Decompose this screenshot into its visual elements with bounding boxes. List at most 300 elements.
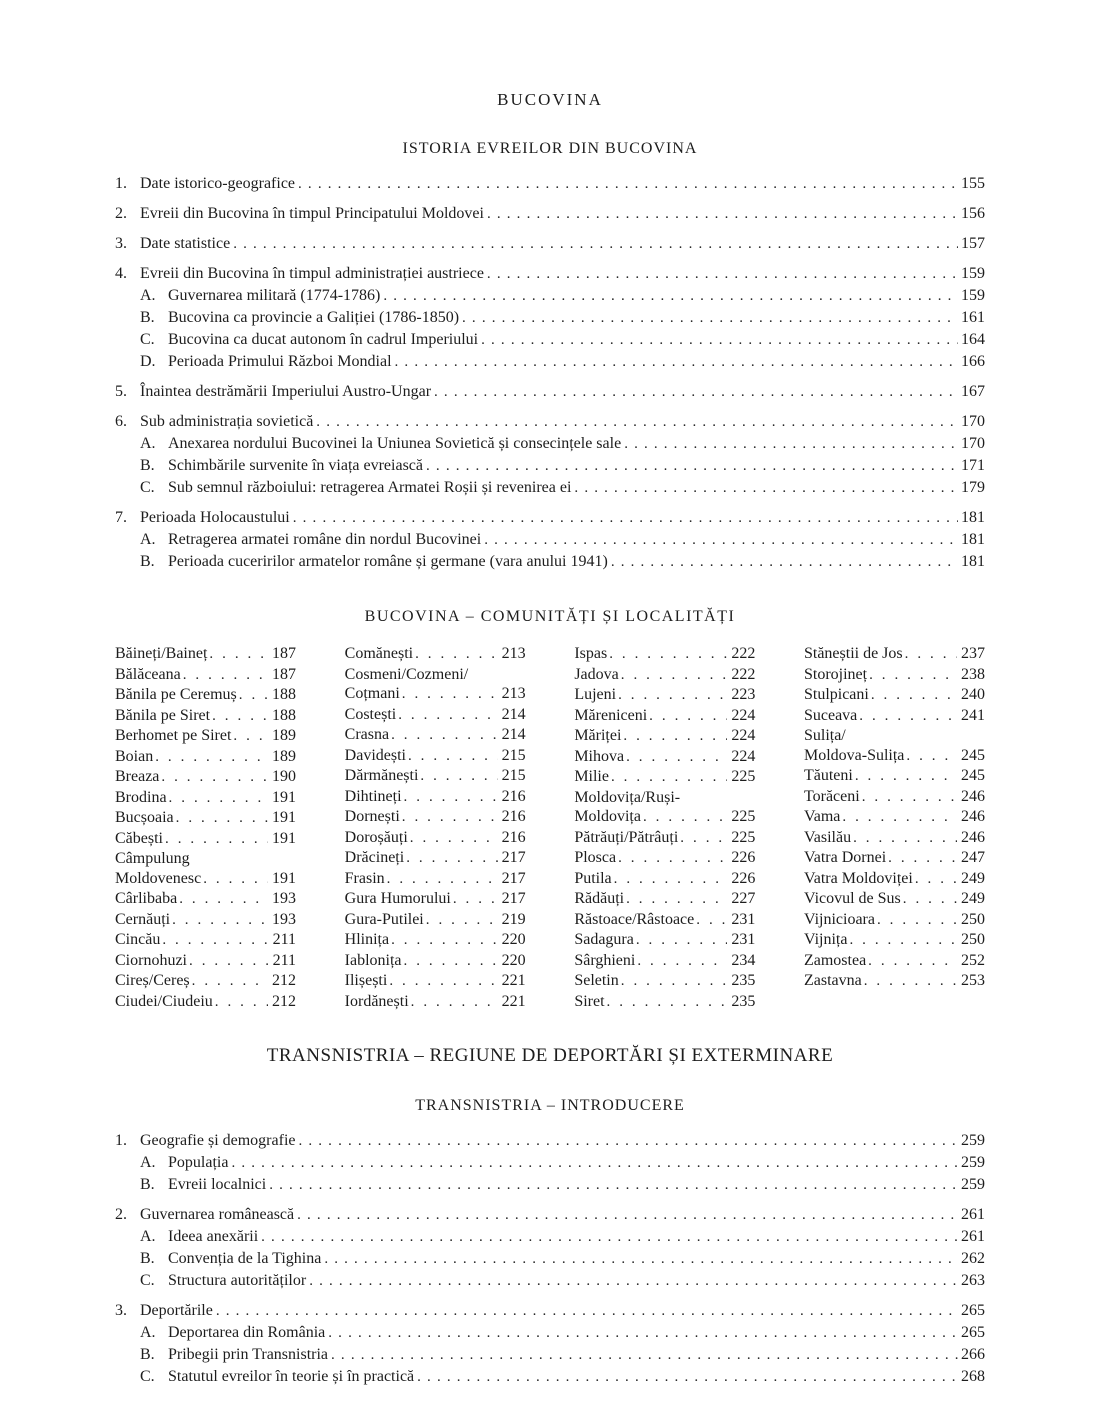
toc-entry-number: C. xyxy=(140,331,155,348)
locality-entry xyxy=(115,808,296,829)
dot-leader xyxy=(678,828,727,849)
locality-label: Moldovenesc xyxy=(115,869,202,887)
toc-entry-label: Deportările xyxy=(140,1302,213,1319)
dot-leader xyxy=(190,971,268,992)
dot-leader xyxy=(609,767,727,788)
locality-label: Cireș/Cereș xyxy=(115,972,190,989)
locality-entry xyxy=(804,685,985,706)
locality-label: Vicovul de Sus xyxy=(803,890,901,907)
toc-entry xyxy=(115,381,985,403)
locality-entry xyxy=(574,951,755,972)
locality-page: 238 xyxy=(960,665,985,683)
locality-label: Hlinița xyxy=(344,931,390,948)
locality-label: Coțmani xyxy=(344,685,400,702)
locality-entry xyxy=(115,665,296,686)
locality-entry xyxy=(345,705,526,726)
locality-entry xyxy=(804,889,985,910)
locality-label: Doroșăuți xyxy=(344,828,408,846)
dot-leader xyxy=(207,644,268,665)
toc-entry xyxy=(115,203,985,225)
toc-entry-page: 261 xyxy=(961,1228,985,1245)
locality-page: 187 xyxy=(272,665,296,683)
toc-entry-label: Ideea anexării xyxy=(168,1228,259,1245)
locality-page: 227 xyxy=(731,890,756,907)
toc-entry-page: 157 xyxy=(961,235,985,252)
locality-label: Sadagura xyxy=(574,931,634,948)
locality-entry xyxy=(345,684,526,705)
locality-entry xyxy=(115,726,296,747)
dot-leader xyxy=(408,828,498,849)
locality-page: 193 xyxy=(272,910,296,928)
toc-entry-label: Evreii din Bucovina în timpul administrației austriece xyxy=(140,265,484,282)
dot-leader xyxy=(451,889,498,910)
locality-label: Frasin xyxy=(344,869,385,887)
dot-leader xyxy=(423,455,958,477)
dot-leader xyxy=(325,1322,958,1344)
dot-leader xyxy=(385,869,498,890)
toc-entry xyxy=(115,307,985,329)
locality-entry xyxy=(345,787,526,808)
toc-entry-number: 3. xyxy=(115,1302,127,1319)
locality-page: 224 xyxy=(731,747,756,765)
locality-entry xyxy=(804,951,985,972)
toc-entry-number: A. xyxy=(140,287,156,304)
locality-page: 245 xyxy=(960,746,985,764)
toc-entry-label: Deportarea din România xyxy=(168,1324,326,1341)
locality-page: 253 xyxy=(960,972,985,989)
dot-leader xyxy=(389,725,498,746)
toc-entry-label: Înaintea destrămării Imperiului Austro-Ungar xyxy=(140,383,432,400)
locality-label: Ilișești xyxy=(344,972,388,989)
dot-leader xyxy=(258,1226,958,1248)
toc-entry-number: C. xyxy=(140,1368,155,1385)
dot-leader xyxy=(875,910,957,931)
locality-entry xyxy=(804,869,985,890)
locality-page: 224 xyxy=(731,727,756,744)
dot-leader xyxy=(431,381,958,403)
dot-leader xyxy=(181,665,268,686)
locality-label: Gura-Putilei xyxy=(344,910,424,928)
toc-entry xyxy=(115,285,985,307)
locality-label: Câmpulung xyxy=(115,850,190,867)
locality-label: Ciornohuzi xyxy=(115,951,187,969)
locality-entry xyxy=(115,951,296,972)
toc-entry-label: Structura autorităților xyxy=(168,1272,307,1289)
locality-label: Brodina xyxy=(115,788,167,806)
locality-entry xyxy=(574,807,755,828)
locality-page: 216 xyxy=(501,828,526,846)
locality-label: Davidești xyxy=(344,746,406,764)
toc-entry-label: Evreii din Bucovina în timpul Principatului Moldovei xyxy=(140,205,484,222)
dot-leader xyxy=(484,203,958,225)
section-heading-istoria: ISTORIA EVREILOR DIN BUCOVINA xyxy=(402,140,698,157)
toc-entry-number: 5. xyxy=(115,383,127,400)
locality-entry xyxy=(345,828,526,849)
locality-label: Torăceni xyxy=(803,787,860,805)
dot-leader xyxy=(608,551,958,573)
locality-page: 241 xyxy=(960,706,985,724)
toc-entry-page: 155 xyxy=(961,175,985,192)
dot-leader xyxy=(616,685,727,706)
locality-page: 224 xyxy=(731,706,756,724)
toc-entry xyxy=(115,1344,985,1366)
locality-label: Comănești xyxy=(344,645,414,662)
locality-entry xyxy=(115,910,296,931)
toc-entry-page: 265 xyxy=(961,1302,985,1319)
locality-page: 219 xyxy=(501,910,526,928)
dot-leader xyxy=(619,971,728,992)
transnistria-toc-list xyxy=(115,1130,985,1388)
toc-entry-number: 6. xyxy=(115,413,127,430)
locality-entry xyxy=(345,725,526,746)
toc-entry-label: Perioada Holocaustului xyxy=(140,509,290,526)
toc-entry xyxy=(115,173,985,195)
locality-page: 222 xyxy=(731,665,756,683)
toc-entry xyxy=(115,411,985,433)
locality-entry xyxy=(574,788,755,808)
locality-entry xyxy=(574,869,755,890)
toc-entry-page: 265 xyxy=(961,1324,985,1341)
locality-entry xyxy=(115,644,296,665)
toc-entry-number: D. xyxy=(140,353,156,370)
toc-entry-number: B. xyxy=(140,1346,155,1363)
dot-leader xyxy=(306,1270,958,1292)
dot-leader xyxy=(406,746,498,767)
locality-label: Măreniceni xyxy=(574,706,648,724)
toc-entry-label: Schimbările survenite în viața evreiască xyxy=(168,457,424,474)
locality-entry xyxy=(574,889,755,910)
locality-label: Zastavna xyxy=(803,972,862,989)
locality-label: Jadova xyxy=(574,665,619,683)
locality-label: Cincău xyxy=(115,931,161,948)
dot-leader xyxy=(389,930,498,951)
locality-page: 187 xyxy=(272,645,296,662)
locality-label: Milie xyxy=(574,768,609,785)
locality-label: Căbești xyxy=(115,829,163,847)
locality-page: 225 xyxy=(731,808,756,825)
locality-entry xyxy=(574,665,755,686)
locality-page: 250 xyxy=(960,910,985,928)
locality-label: Vijnița xyxy=(803,931,848,948)
locality-label: Crasna xyxy=(344,726,390,743)
locality-page: 231 xyxy=(731,910,756,928)
locality-entry xyxy=(574,930,755,951)
toc-entry-page: 167 xyxy=(961,383,985,400)
istoria-toc-list xyxy=(115,173,985,573)
locality-label: Lujeni xyxy=(574,686,617,703)
dot-leader xyxy=(913,869,957,890)
locality-entry xyxy=(804,644,985,665)
locality-page: 247 xyxy=(960,849,985,866)
toc-entry-page: 263 xyxy=(961,1272,985,1289)
locality-page: 252 xyxy=(960,951,985,969)
dot-leader xyxy=(694,910,727,931)
locality-page: 190 xyxy=(272,768,296,785)
dot-leader xyxy=(328,1344,958,1366)
locality-column-2 xyxy=(345,644,526,1012)
toc-entry xyxy=(115,507,985,529)
dot-leader xyxy=(231,726,268,747)
locality-label: Vatra Moldoviței xyxy=(803,869,913,887)
toc-entry xyxy=(115,455,985,477)
locality-page: 217 xyxy=(501,849,526,866)
toc-entry-label: Guvernarea militară (1774-1786) xyxy=(168,287,381,304)
locality-entry xyxy=(115,992,296,1013)
locality-label: Cosmeni/Cozmeni/ xyxy=(344,665,469,683)
locality-page: 249 xyxy=(960,890,985,907)
toc-entry-page: 159 xyxy=(961,287,985,304)
dot-leader xyxy=(160,930,268,951)
toc-entry-page: 181 xyxy=(961,509,985,526)
locality-entry xyxy=(804,726,985,746)
toc-entry xyxy=(115,329,985,351)
locality-entry xyxy=(345,766,526,787)
toc-entry-label: Bucovina ca provincie a Galiției (1786-1850) xyxy=(168,309,460,326)
locality-label: Ispas xyxy=(574,645,608,662)
locality-page: 193 xyxy=(272,890,296,907)
toc-entry-number: B. xyxy=(140,1176,155,1193)
locality-label: Boian xyxy=(115,747,154,765)
dot-leader xyxy=(321,1248,958,1270)
locality-page: 211 xyxy=(272,931,296,948)
locality-label: Bălăceana xyxy=(115,665,181,683)
toc-entry-label: Bucovina ca ducat autonom în cadrul Imperiului xyxy=(168,331,479,348)
locality-page: 221 xyxy=(501,972,526,989)
locality-page: 213 xyxy=(501,645,526,662)
toc-entry-page: 179 xyxy=(961,479,985,496)
locality-page: 189 xyxy=(272,727,296,744)
locality-entry xyxy=(574,767,755,788)
locality-entry xyxy=(345,665,526,685)
toc-entry-page: 181 xyxy=(961,553,985,570)
locality-label: Băineți/Baineț xyxy=(115,645,208,662)
dot-leader xyxy=(484,263,958,285)
locality-page: 245 xyxy=(960,767,985,784)
dot-leader xyxy=(201,869,268,890)
locality-entry xyxy=(115,930,296,951)
toc-entry xyxy=(115,1226,985,1248)
locality-page: 226 xyxy=(731,869,756,887)
dot-leader xyxy=(413,644,498,665)
locality-label: Suceava xyxy=(803,706,858,724)
locality-label: Vama xyxy=(803,808,841,825)
locality-entry xyxy=(804,807,985,828)
locality-entry xyxy=(115,788,296,809)
toc-entry-label: Perioada cuceririlor armatelor române și germane (vara anului 1941) xyxy=(168,553,608,570)
locality-page: 223 xyxy=(731,686,756,703)
toc-entry xyxy=(115,1130,985,1152)
dot-leader xyxy=(167,788,268,809)
locality-label: Putila xyxy=(574,869,612,887)
dot-leader xyxy=(635,951,727,972)
toc-entry-label: Perioada Primului Război Mondial xyxy=(168,353,392,370)
dot-leader xyxy=(886,848,957,869)
locality-label: Costești xyxy=(344,705,397,723)
locality-entry xyxy=(804,665,985,686)
locality-label: Moldova-Sulița xyxy=(803,746,905,764)
dot-leader xyxy=(402,787,498,808)
dot-leader xyxy=(294,1204,958,1226)
locality-page: 216 xyxy=(501,808,526,825)
locality-page: 215 xyxy=(501,767,526,784)
locality-entry xyxy=(574,848,755,869)
locality-label: Iordănești xyxy=(344,992,409,1010)
page-title: BUCOVINA xyxy=(497,90,603,109)
toc-entry-page: 164 xyxy=(961,331,985,348)
toc-entry-page: 259 xyxy=(961,1154,985,1171)
toc-entry xyxy=(115,1248,985,1270)
locality-page: 213 xyxy=(501,685,526,702)
locality-label: Mihova xyxy=(574,747,625,765)
dot-leader xyxy=(313,411,958,433)
locality-page: 191 xyxy=(272,788,296,806)
locality-entry xyxy=(115,849,296,869)
dot-leader xyxy=(290,507,958,529)
locality-entry xyxy=(804,971,985,992)
locality-label: Drăcineți xyxy=(344,849,405,866)
locality-entry xyxy=(574,726,755,747)
toc-entry-number: 7. xyxy=(115,509,127,526)
locality-label: Dornești xyxy=(344,808,400,825)
toc-entry-label: Retragerea armatei române din nordul Bucovinei xyxy=(168,531,482,548)
locality-label: Storojineț xyxy=(803,665,868,683)
locality-label: Stulpicani xyxy=(803,686,869,703)
dot-leader xyxy=(621,726,727,747)
toc-entry xyxy=(115,551,985,573)
locality-column-1 xyxy=(115,644,296,1012)
locality-page: 211 xyxy=(272,951,296,969)
toc-entry-label: Guvernarea românească xyxy=(140,1206,295,1223)
locality-entry xyxy=(345,848,526,869)
toc-entry-number: B. xyxy=(140,553,155,570)
locality-label: Rădăuți xyxy=(574,890,625,907)
dot-leader xyxy=(159,767,268,788)
dot-leader xyxy=(237,685,268,706)
locality-page: 188 xyxy=(272,706,296,724)
dot-leader xyxy=(869,685,957,706)
locality-page: 220 xyxy=(501,931,526,948)
locality-entry xyxy=(345,807,526,828)
toc-entry-number: C. xyxy=(140,479,155,496)
dot-leader xyxy=(605,992,728,1013)
locality-page: 212 xyxy=(272,992,296,1010)
toc-entry-page: 259 xyxy=(961,1132,985,1149)
locality-entry xyxy=(115,747,296,768)
locality-entry xyxy=(574,971,755,992)
toc-entry-page: 266 xyxy=(961,1346,985,1363)
dot-leader xyxy=(860,787,957,808)
toc-entry-page: 159 xyxy=(961,265,985,282)
dot-leader xyxy=(404,848,497,869)
locality-entry xyxy=(804,787,985,808)
locality-label: Moldovița/Ruși- xyxy=(574,788,681,806)
locality-page: 240 xyxy=(960,686,985,703)
dot-leader xyxy=(641,807,727,828)
locality-entry xyxy=(345,951,526,972)
dot-leader xyxy=(177,889,268,910)
toc-entry-number: 2. xyxy=(115,205,127,222)
dot-leader xyxy=(840,807,957,828)
locality-label: Dihtineți xyxy=(344,787,402,805)
locality-label: Dărmănești xyxy=(344,767,419,784)
locality-label: Vatra Dornei xyxy=(803,849,887,866)
toc-entry-number: A. xyxy=(140,1228,156,1245)
toc-entry-number: 3. xyxy=(115,235,127,252)
dot-leader xyxy=(901,889,957,910)
locality-entry xyxy=(574,644,755,665)
dot-leader xyxy=(230,233,958,255)
locality-page: 215 xyxy=(501,746,526,764)
localities-columns xyxy=(115,644,985,1012)
locality-entry xyxy=(345,746,526,767)
locality-label: Berhomet pe Siret xyxy=(115,727,232,744)
locality-label: Tăuteni xyxy=(803,767,853,784)
locality-label: Cernăuți xyxy=(115,910,171,928)
locality-label: Pătrăuți/Pătrâuți xyxy=(574,828,679,846)
dot-leader xyxy=(851,828,957,849)
toc-entry-page: 161 xyxy=(961,309,985,326)
locality-page: 222 xyxy=(731,645,756,662)
dot-leader xyxy=(624,889,727,910)
toc-entry xyxy=(115,263,985,285)
toc-entry-number: 2. xyxy=(115,1206,127,1223)
dot-leader xyxy=(571,477,958,499)
toc-entry-label: Evreii localnici xyxy=(168,1176,267,1193)
toc-entry xyxy=(115,1152,985,1174)
toc-entry xyxy=(115,529,985,551)
locality-entry xyxy=(345,910,526,931)
section-title-transnistria: TRANSNISTRIA – REGIUNE DE DEPORTĂRI ȘI EXTERMINARE xyxy=(266,1045,834,1066)
toc-entry-label: Sub administrația sovietică xyxy=(140,413,314,430)
locality-entry xyxy=(345,971,526,992)
locality-entry xyxy=(804,930,985,951)
locality-entry xyxy=(804,828,985,849)
locality-label: Moldovița xyxy=(574,808,641,825)
dot-leader xyxy=(616,848,727,869)
dot-leader xyxy=(414,1366,958,1388)
locality-entry xyxy=(574,910,755,931)
toc-entry xyxy=(115,477,985,499)
locality-page: 191 xyxy=(272,829,296,847)
toc-entry-number: A. xyxy=(140,1324,156,1341)
locality-page: 216 xyxy=(501,787,526,805)
locality-label: Sârghieni xyxy=(574,951,636,969)
dot-leader xyxy=(213,1300,958,1322)
locality-page: 226 xyxy=(731,849,756,866)
dot-leader xyxy=(174,808,268,829)
toc-entry-label: Statutul evreilor în teorie și în practică xyxy=(168,1368,415,1385)
locality-label: Iablonița xyxy=(344,951,402,969)
dot-leader xyxy=(228,1152,958,1174)
locality-page: 234 xyxy=(731,951,756,969)
toc-entry xyxy=(115,1270,985,1292)
locality-entry xyxy=(804,706,985,727)
toc-entry-page: 268 xyxy=(961,1368,985,1385)
locality-page: 235 xyxy=(731,972,756,989)
locality-entry xyxy=(804,910,985,931)
locality-page: 191 xyxy=(272,869,296,887)
locality-page: 225 xyxy=(731,828,756,846)
toc-entry-number: A. xyxy=(140,435,156,452)
locality-label: Bănila pe Ceremuș xyxy=(115,686,237,703)
dot-leader xyxy=(400,807,498,828)
locality-page: 189 xyxy=(272,747,296,765)
locality-label: Bănila pe Siret xyxy=(115,706,211,724)
locality-page: 231 xyxy=(731,931,756,948)
locality-entry xyxy=(115,869,296,890)
locality-page: 249 xyxy=(960,869,985,887)
section-heading-localitati: BUCOVINA – COMUNITĂȚI ȘI LOCALITĂȚI xyxy=(364,608,736,625)
